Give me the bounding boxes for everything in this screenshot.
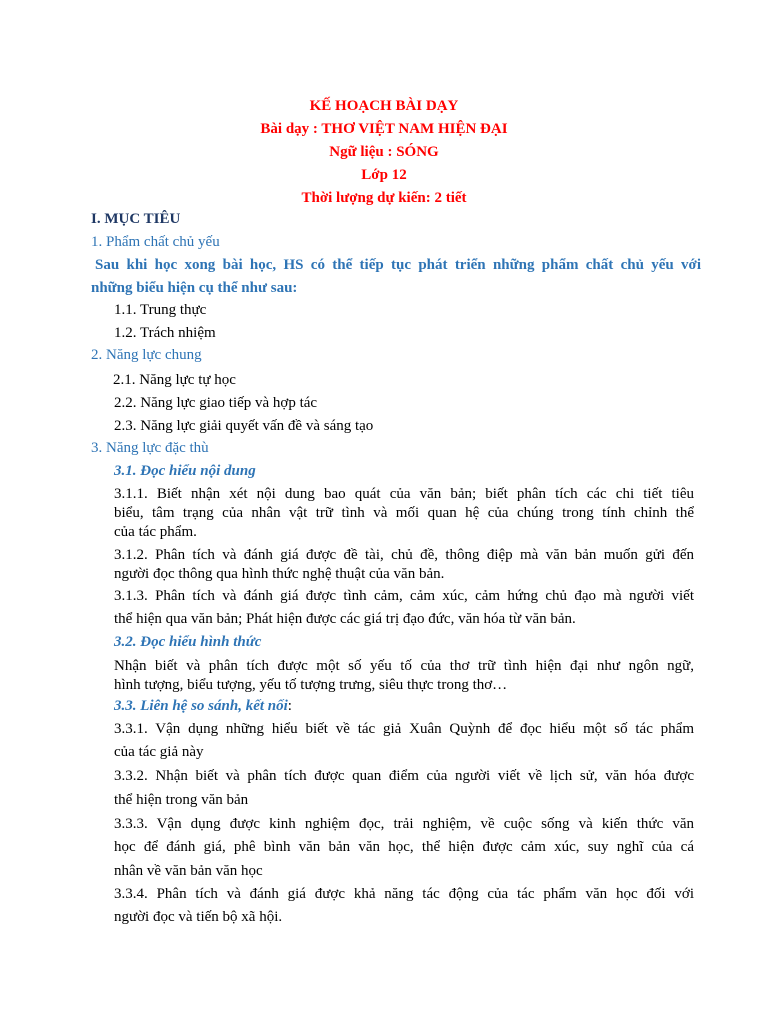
- duration-title: Thời lượng dự kiến: 2 tiết: [301, 190, 467, 206]
- paragraph-line: nhân về văn bản văn học: [114, 863, 263, 879]
- paragraph-line: 3.1.2. Phân tích và đánh giá được đề tài, chủ đề, thông điệp mà văn bản muốn gửi đến: [114, 547, 694, 563]
- paragraph-line: của tác giả này: [114, 744, 204, 760]
- paragraph-line: người đọc và tiến bộ xã hội.: [114, 909, 283, 925]
- grade-title: Lớp 12: [361, 167, 407, 183]
- subsection-title-3-2: 3.2. Đọc hiểu hình thức: [114, 634, 262, 650]
- section-heading: I. MỤC TIÊU: [91, 211, 181, 227]
- paragraph-line: biểu, tâm trạng của nhân vật trữ tình và mối quan hệ của chúng trong tính chỉnh thể: [114, 505, 694, 521]
- paragraph-line: thể hiện qua văn bản; Phát hiện được các giá trị đạo đức, văn hóa từ văn bản.: [114, 611, 576, 627]
- list-item: 2.3. Năng lực giải quyết vấn đề và sáng tạo: [114, 418, 374, 434]
- material-title: Ngữ liệu : SÓNG: [329, 144, 439, 160]
- paragraph-line: người đọc thông qua hình thức nghệ thuật của văn bản.: [114, 566, 445, 582]
- subsection-title-1: 1. Phẩm chất chủ yếu: [91, 234, 220, 250]
- paragraph-line: 3.3.3. Vận dụng được kinh nghiệm đọc, trải nghiệm, về cuộc sống và kiến thức văn: [114, 816, 694, 832]
- list-item: 2.1. Năng lực tự học: [113, 372, 236, 388]
- paragraph-line: 3.1.1. Biết nhận xét nội dung bao quát của văn bản; biết phân tích các chi tiết tiêu: [114, 486, 694, 502]
- title-colon: :: [287, 698, 292, 714]
- subsection-title-3-1: 3.1. Đọc hiểu nội dung: [114, 463, 256, 479]
- list-item: 1.1. Trung thực: [114, 302, 207, 318]
- subsection-title-2: 2. Năng lực chung: [91, 347, 202, 363]
- paragraph-line: học để đánh giá, phê bình văn bản văn học, thể hiện được cảm xúc, suy nghĩ của cá: [114, 839, 694, 855]
- subsection-title-3: 3. Năng lực đặc thù: [91, 440, 209, 456]
- list-item: 2.2. Năng lực giao tiếp và hợp tác: [114, 395, 318, 411]
- list-item: 1.2. Trách nhiệm: [114, 325, 216, 341]
- subsection-title-3-3-row: [114, 697, 292, 715]
- paragraph-line: Nhận biết và phân tích được một số yếu tố của thơ trữ tình hiện đại như ngôn ngữ,: [114, 658, 694, 674]
- paragraph-line: 3.3.2. Nhận biết và phân tích được quan điểm của người viết về lịch sử, văn hóa được: [114, 768, 694, 784]
- intro-line-2: những biểu hiện cụ thể như sau:: [91, 280, 298, 296]
- intro-line-1: Sau khi học xong bài học, HS có thể tiếp tục phát triển những phẩm chất chủ yếu với: [95, 257, 701, 273]
- paragraph-line: 3.3.4. Phân tích và đánh giá được khả năng tác động của tác phẩm văn học đối với: [114, 886, 694, 902]
- paragraph-line: 3.3.1. Vận dụng những hiểu biết về tác giả Xuân Quỳnh để đọc hiểu một số tác phẩm: [114, 721, 694, 737]
- paragraph-line: hình tượng, biểu tượng, yếu tố tượng trưng, siêu thực trong thơ…: [114, 677, 508, 693]
- paragraph-line: 3.1.3. Phân tích và đánh giá được tình cảm, cảm xúc, cảm hứng chủ đạo mà người viết: [114, 588, 694, 604]
- paragraph-line: thể hiện trong văn bản: [114, 792, 249, 808]
- subsection-title-3-3: 3.3. Liên hệ so sánh, kết nối: [114, 698, 288, 714]
- lesson-title: Bài dạy : THƠ VIỆT NAM HIỆN ĐẠI: [260, 121, 508, 137]
- plan-title: KẾ HOẠCH BÀI DẠY: [309, 98, 459, 114]
- paragraph-line: của tác phẩm.: [114, 524, 197, 540]
